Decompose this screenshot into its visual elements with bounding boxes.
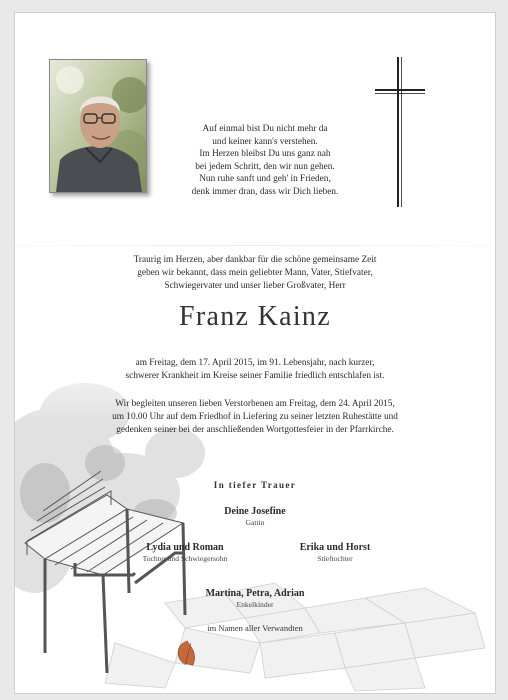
poem-line: Im Herzen bleibst Du uns ganz nah [199,149,331,160]
announcement-intro [75,254,435,292]
death-line: schwerer Krankheit im Kreise seiner Familie friedlich entschlafen ist. [125,370,385,381]
deceased-name: Franz Kainz [179,301,331,332]
poem-line: und keiner kann's verstehen. [212,136,318,147]
poem-line: denk immer dran, dass wir Dich lieben. [191,186,339,197]
death-details [75,357,435,383]
mourner-name: Martina, Petra, Adrian [205,588,305,599]
mourner-role: Gattin [245,518,265,527]
funeral-line: gedenken seiner bei der anschließenden Wortgottesfeier in der Pfarrkirche. [116,424,394,435]
mourner-role: Tochter und Schwiegersohn [142,554,228,563]
cross-icon [375,57,427,207]
mourner-role: Stieftochter [317,554,353,563]
mourning-header: In tiefer Trauer [213,480,297,490]
mourner-name: Lydia und Roman [146,542,224,553]
poem-line: bei jedem Schritt, den wir nun gehen. [195,161,335,172]
intro-line: Schwiegervater und unser lieber Großvater, Herr [164,280,346,291]
mourner-role: Enkelkinder [236,600,274,609]
funeral-line: um 10.00 Uhr auf dem Friedhof in Liefering zu seiner letzten Ruhestätte und [112,411,398,422]
poem-line: Nun ruhe sanft und geh' in Frieden, [199,174,331,185]
funeral-line: Wir begleiten unseren lieben Verstorbenen am Freitag, dem 24. April 2015, [115,399,395,409]
poem-line: Auf einmal bist Du nicht mehr da [202,124,328,134]
mourner-entry [155,588,355,609]
intro-line: geben wir bekannt, dass mein geliebter Mann, Vater, Stiefvater, [137,267,373,278]
mourner-entry [155,506,355,527]
intro-line: Traurig im Herzen, aber dankbar für die schöne gemeinsame Zeit [133,255,377,265]
mourner-name: Deine Josefine [224,506,286,517]
memorial-poem [165,123,365,199]
funeral-details [65,398,445,436]
closing-line: im Namen aller Verwandten [207,623,303,633]
mourner-entry [105,542,265,563]
portrait-photo [49,59,147,193]
mourner-name: Erika und Horst [299,542,371,553]
death-line: am Freitag, dem 17. April 2015, im 91. Lebensjahr, nach kurzer, [135,358,375,368]
obituary-card [14,12,496,694]
fold-line [15,245,495,246]
mourner-entry [255,542,415,563]
